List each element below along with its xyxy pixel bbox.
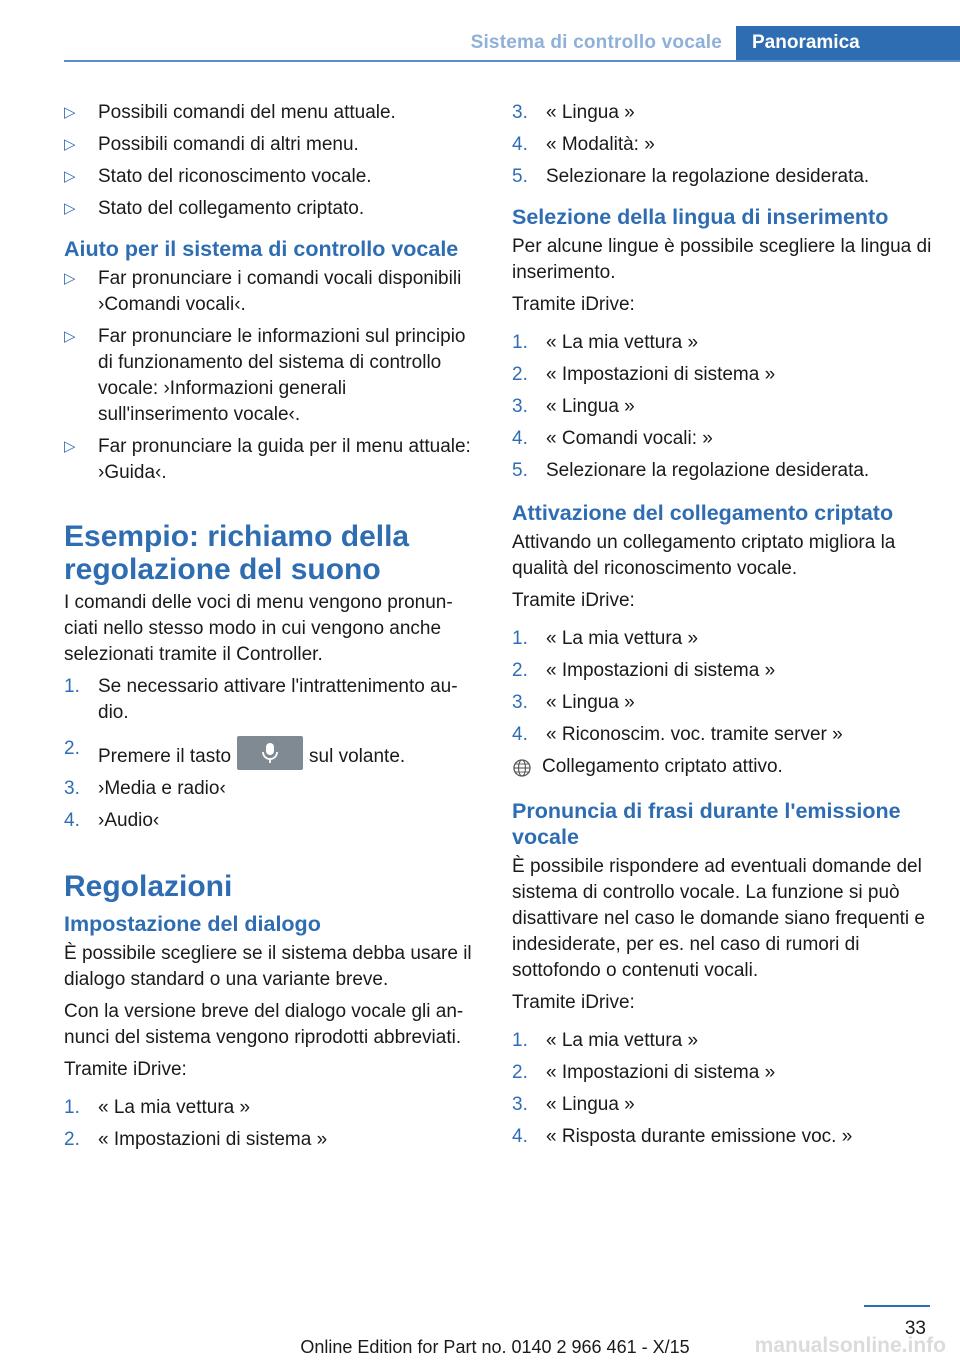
list-item: ▷ Possibili comandi del menu attuale.	[64, 100, 476, 126]
language-text: Per alcune lingue è possibile scegliere la lingua di inserimento.	[512, 236, 932, 283]
triangle-right-icon: ▷	[64, 168, 76, 185]
speak-heading: Pronuncia di frasi durante l'emissione vocale	[512, 799, 901, 849]
list-item: ▷ Far pronunciare le informazioni sul principio di funzionamento del sistema di controllo vocale: ›Informazioni generali sull'inserimento vocale‹.	[64, 326, 466, 425]
list-item: ▷ Stato del collegamento criptato.	[64, 196, 476, 222]
list-item: 2. « Impostazioni di sistema »	[512, 364, 776, 385]
list-item: 2. « Impostazioni di sistema »	[512, 1062, 776, 1083]
dialog-steps-continued	[512, 100, 932, 190]
list-item: 4. « Risposta durante emissione voc. »	[512, 1126, 853, 1147]
microphone-icon	[260, 742, 280, 764]
language-heading: Selezione della lingua di inserimento	[512, 205, 889, 229]
triangle-right-icon: ▷	[64, 136, 76, 153]
crypt-heading: Attivazione del collegamento criptato	[512, 501, 894, 525]
example-steps	[64, 674, 476, 834]
dialog-heading: Impostazione del dialogo	[64, 912, 321, 936]
crypt-status: Collegamento criptato attivo.	[512, 754, 932, 780]
dialog-text-1: È possibile scegliere se il sistema debba usare il dialogo standard o una variante breve.	[64, 943, 472, 990]
list-item: 2. « Impostazioni di sistema »	[64, 1129, 328, 1150]
dialog-text-2: Con la versione breve del dialogo vocale gli annunci del sistema vengono riprodotti abbreviati.	[64, 1001, 464, 1048]
list-item: 5. Selezionare la regolazione desiderata.	[512, 166, 870, 187]
crypt-text: Attivando un collegamento criptato migliora la qualità del riconoscimento vocale.	[512, 532, 896, 579]
triangle-right-icon: ▷	[64, 270, 76, 287]
settings-heading: Regolazioni	[64, 870, 233, 903]
crypt-steps	[512, 626, 932, 748]
list-item: 4. ›Audio‹	[64, 810, 160, 831]
triangle-right-icon: ▷	[64, 104, 76, 121]
header-section-title: Sistema di controllo vocale	[470, 32, 722, 53]
triangle-right-icon: ▷	[64, 328, 76, 345]
example-heading: Esempio: richiamo della regolazione del suono	[64, 520, 410, 586]
language-steps	[512, 330, 932, 484]
list-item: 5. Selezionare la regolazione desiderata.	[512, 460, 870, 481]
voice-key-button	[237, 736, 303, 770]
list-item: 1. « La mia vettura »	[512, 332, 699, 353]
list-item: ▷ Possibili comandi di altri menu.	[64, 132, 476, 158]
language-via: Tramite iDrive:	[512, 294, 635, 315]
list-item: 3. « Lingua »	[512, 1094, 635, 1115]
triangle-right-icon: ▷	[64, 438, 76, 455]
help-bullet-list	[64, 266, 476, 486]
list-item: 1. « La mia vettura »	[512, 628, 699, 649]
list-item: 3. « Lingua »	[512, 692, 635, 713]
footer-divider	[864, 1305, 930, 1307]
help-heading: Aiuto per il sistema di controllo vocale	[64, 237, 459, 261]
list-item: 1. Se necessario attivare l'intrattenimento audio.	[64, 676, 458, 723]
speak-via: Tramite iDrive:	[512, 992, 635, 1013]
dialog-steps	[64, 1095, 476, 1153]
watermark: manualsonline.info	[754, 1334, 946, 1357]
speak-text: È possibile rispondere ad eventuali domande del sistema di controllo vocale. La funzione si può disattivare nel caso le domande siano frequenti e indesiderate, per es. nel caso di rumori di sottofondo o contenuti vocali.	[512, 856, 925, 981]
example-text: I comandi delle voci di menu vengono pronunciati nello stesso modo in cui vengono anche selezionati tramite il Controller.	[64, 592, 453, 665]
list-item: ▷ Stato del riconoscimento vocale.	[64, 164, 476, 190]
globe-icon	[512, 758, 532, 778]
list-item: 1. « La mia vettura »	[64, 1097, 251, 1118]
list-item: 4. « Riconoscim. voc. tramite server »	[512, 724, 843, 745]
list-item: 3. « Lingua »	[512, 102, 635, 123]
list-item: 2. « Impostazioni di sistema »	[512, 660, 776, 681]
list-item: 3. « Lingua »	[512, 396, 635, 417]
list-item: 1. « La mia vettura »	[512, 1030, 699, 1051]
page-number: 33	[904, 1318, 926, 1339]
crypt-via: Tramite iDrive:	[512, 590, 635, 611]
list-item: 4. « Comandi vocali: »	[512, 428, 713, 449]
list-item: 3. ›Media e radio‹	[64, 778, 226, 799]
page-header	[64, 26, 960, 62]
footer-edition: Online Edition for Part no. 0140 2 966 461 - X/15	[300, 1337, 690, 1357]
right-column	[512, 100, 932, 1156]
left-column	[64, 100, 476, 1159]
status-bullet-list	[64, 100, 476, 222]
list-item: 2. Premere il tasto sul volante.	[64, 736, 476, 770]
list-item: ▷ Far pronunciare i comandi vocali disponibili ›Comandi vocali‹.	[64, 268, 462, 315]
triangle-right-icon: ▷	[64, 200, 76, 217]
list-item: 4. « Modalità: »	[512, 134, 655, 155]
speak-steps	[512, 1028, 932, 1150]
header-divider	[64, 60, 960, 62]
dialog-via: Tramite iDrive:	[64, 1059, 187, 1080]
list-item: ▷ Far pronunciare la guida per il menu attuale: ›Guida‹.	[64, 436, 471, 483]
header-tab-label: Panoramica	[736, 26, 960, 62]
